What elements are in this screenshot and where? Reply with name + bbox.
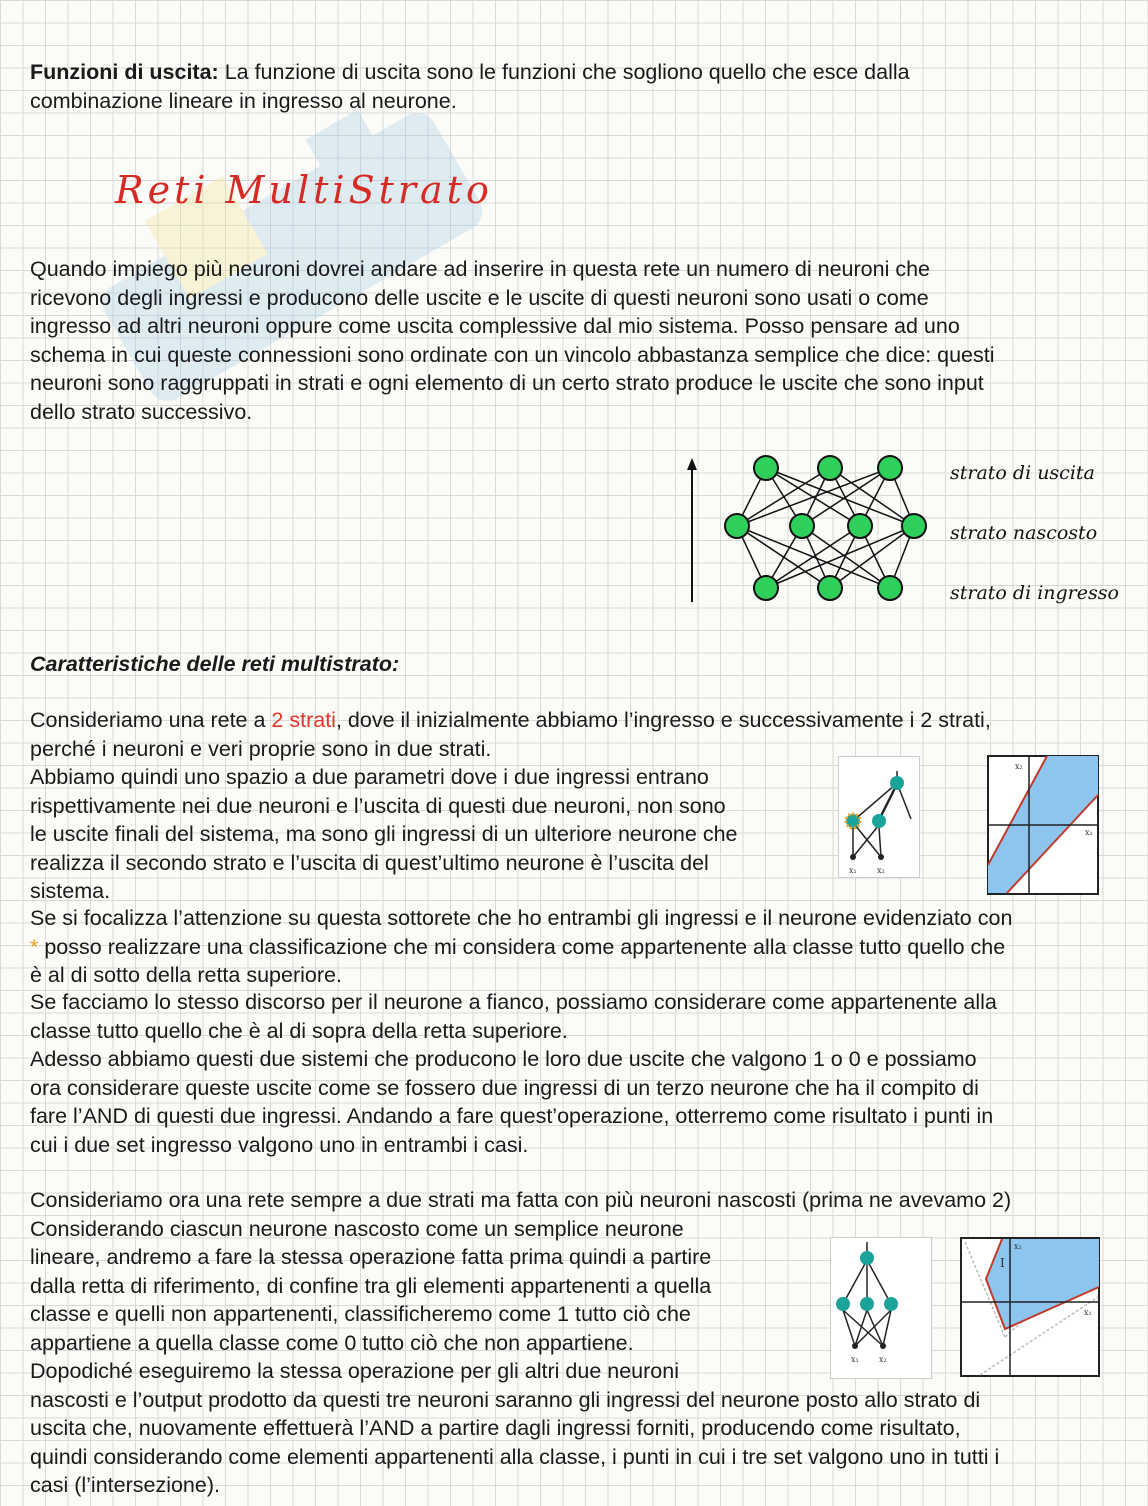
and-paragraph: [30, 988, 997, 1159]
para2-text: , dove il inizialmente abbiamo l’ingresso e successivamente i 2 strati,: [335, 708, 991, 732]
output-neuron: [818, 456, 842, 480]
para2-text: perché i neuroni e veri proprie sono in due strati.: [30, 736, 492, 761]
output-functions-label: Funzioni di uscita:: [30, 60, 219, 84]
para6-line: appartiene a quella classe come 0 tutto ciò che non appartiene.: [30, 1330, 634, 1355]
x2-label: x₂: [879, 1355, 887, 1364]
x1-label: x₁: [851, 1355, 859, 1364]
para4-line: è al di sotto della retta superiore.: [30, 963, 342, 987]
para5-line: Adesso abbiamo questi due sistemi che producono le loro due uscite che valgono 1 o 0 e possiamo: [30, 1047, 977, 1071]
para6-line: Consideriamo ora una rete sempre a due strati ma fatta con più neuroni nascosti (prima ne avevamo 2): [30, 1188, 1012, 1212]
input-node: [850, 854, 856, 860]
small-network-figure: [838, 756, 920, 878]
multilayer-title: Reti MultiStrato: [115, 168, 493, 212]
intro-line: ricevono degli ingressi e producono delle uscite e le uscite di questi neuroni sono usati o come: [30, 285, 929, 310]
network-connections: [737, 468, 914, 588]
intro-line: neuroni sono raggruppati in strati e ogni elemento di un certo strato produce le uscite che sono input: [30, 371, 984, 395]
input-neuron: [754, 576, 778, 600]
para6-line: lineare, andremo a fare la stessa operazione fatta prima quindi a partire: [30, 1245, 712, 1269]
para4-line: Se si focalizza l’attenzione su questa sottorete che ho entrambi gli ingressi e il neurone evidenziato con: [30, 906, 1013, 930]
output-neuron: [860, 1251, 874, 1265]
para5-line: ora considerare queste uscite come se fossero due ingressi di un terzo neurone che ha il compito di: [30, 1075, 979, 1100]
intro-line: dello strato successivo.: [30, 399, 253, 424]
input-node: [878, 854, 884, 860]
hidden-neuron: [790, 514, 814, 538]
intro-line: schema in cui queste connessioni sono ordinate con un vincolo abbastanza semplice che dice: questi: [30, 342, 995, 367]
para3-line: rispettivamente nei due neuroni e l’uscita di questi due neuroni, non sono: [30, 793, 726, 818]
output-functions-text: La funzione di uscita sono le funzioni che sogliono quello che esce dalla: [218, 60, 910, 84]
para6-line: classe e quelli non appartenenti, classificheremo come 1 tutto ciò che: [30, 1302, 691, 1326]
subnet-paragraph: [30, 904, 1012, 990]
para2-text: Consideriamo una rete a: [30, 708, 272, 732]
two-layer-highlight: 2 strati: [271, 708, 336, 732]
highlighted-neuron: [846, 814, 860, 828]
convex-region-plot: [960, 1237, 1100, 1377]
para6-line: Dopodiché eseguiremo la stessa operazione per gli altri due neuroni: [30, 1359, 679, 1383]
two-layer-paragraph: [30, 706, 1130, 763]
multilayer-network-diagram: [680, 450, 930, 610]
characteristics-heading: Caratteristiche delle reti multistrato:: [30, 652, 400, 676]
para6-line: casi (l’intersezione).: [30, 1473, 220, 1497]
para3-line: sistema.: [30, 879, 111, 903]
para6-line: Considerando ciascun neurone nascosto come un semplice neurone: [30, 1216, 684, 1241]
para6-line: quindi considerando come elementi appartenenti alla classe, i punti in cui i tre set valgono uno in tutti i: [30, 1444, 1000, 1469]
input-neuron: [878, 576, 902, 600]
output-neuron: [754, 456, 778, 480]
hidden-neuron: [902, 514, 926, 538]
band-classification-plot: [987, 755, 1099, 895]
para3-line: le uscite finali del sistema, ma sono gli ingressi di un ulteriore neurone che: [30, 822, 738, 846]
hidden-neuron: [872, 814, 886, 828]
output-functions-paragraph: [30, 58, 910, 115]
hidden-neuron: [725, 514, 749, 538]
para3-line: realizza il secondo strato e l’uscita di quest’ultimo neurone è l’uscita del: [30, 850, 709, 875]
hidden-layer-label: strato nascosto: [950, 522, 1098, 544]
para5-line: classe tutto quello che è al di sopra della retta superiore.: [30, 1018, 568, 1043]
three-hidden-network-figure: [830, 1237, 932, 1379]
intro-line: Quando impiego più neuroni dovrei andare ad inserire in questa rete un numero di neuroni che: [30, 257, 930, 281]
intro-paragraph: [30, 255, 995, 426]
axis-x2-label: x₂: [1014, 1242, 1022, 1251]
input-neuron: [818, 576, 842, 600]
input-node: [880, 1343, 886, 1349]
x1-label: x₁: [849, 866, 857, 875]
hidden-neuron: [884, 1297, 898, 1311]
axis-x1-label: x₁: [1085, 828, 1093, 837]
output-neuron: [890, 776, 904, 790]
para3-line: Abbiamo quindi uno spazio a due parametri dove i due ingressi entrano: [30, 765, 709, 789]
highlight-star: *: [30, 934, 39, 959]
axis-x2-label: x₂: [1015, 762, 1023, 771]
output-layer-label: strato di uscita: [950, 462, 1095, 484]
output-functions-text-2: combinazione lineare in ingresso al neurone.: [30, 88, 457, 113]
hidden-neuron: [836, 1297, 850, 1311]
para6-line: nascosti e l’output prodotto da questi tre neuroni saranno gli ingressi del neurone posto allo strato di: [30, 1387, 981, 1412]
axis-x1-label: x₁: [1084, 1308, 1092, 1317]
input-layer-label: strato di ingresso: [950, 582, 1119, 604]
input-node: [852, 1343, 858, 1349]
para6-line: uscita che, nuovamente effettuerà l’AND a partire dagli ingressi forniti, producendo come risultato,: [30, 1416, 961, 1440]
direction-arrow-head: [687, 458, 697, 470]
para4-line: posso realizzare una classificazione che mi considera come appartenente alla classe tutto quello che: [38, 934, 1006, 959]
para5-line: Se facciamo lo stesso discorso per il neurone a fianco, possiamo considerare come appartenente alla: [30, 990, 997, 1014]
region-label: I: [1000, 1256, 1005, 1270]
para6-line: dalla retta di riferimento, di confine tra gli elementi appartenenti a quella: [30, 1273, 712, 1298]
hidden-neuron: [860, 1297, 874, 1311]
para5-line: cui i due set ingresso valgono uno in entrambi i casi.: [30, 1132, 529, 1157]
hidden-neuron: [848, 514, 872, 538]
two-param-paragraph: [30, 763, 737, 906]
para5-line: fare l’AND di questi due ingressi. Andando a fare quest’operazione, otterremo come risultato i punti in: [30, 1104, 994, 1128]
x2-label: x₂: [877, 866, 885, 875]
output-neuron: [878, 456, 902, 480]
intro-line: ingresso ad altri neuroni oppure come uscita complessive dal mio sistema. Posso pensare ad uno: [30, 314, 960, 338]
